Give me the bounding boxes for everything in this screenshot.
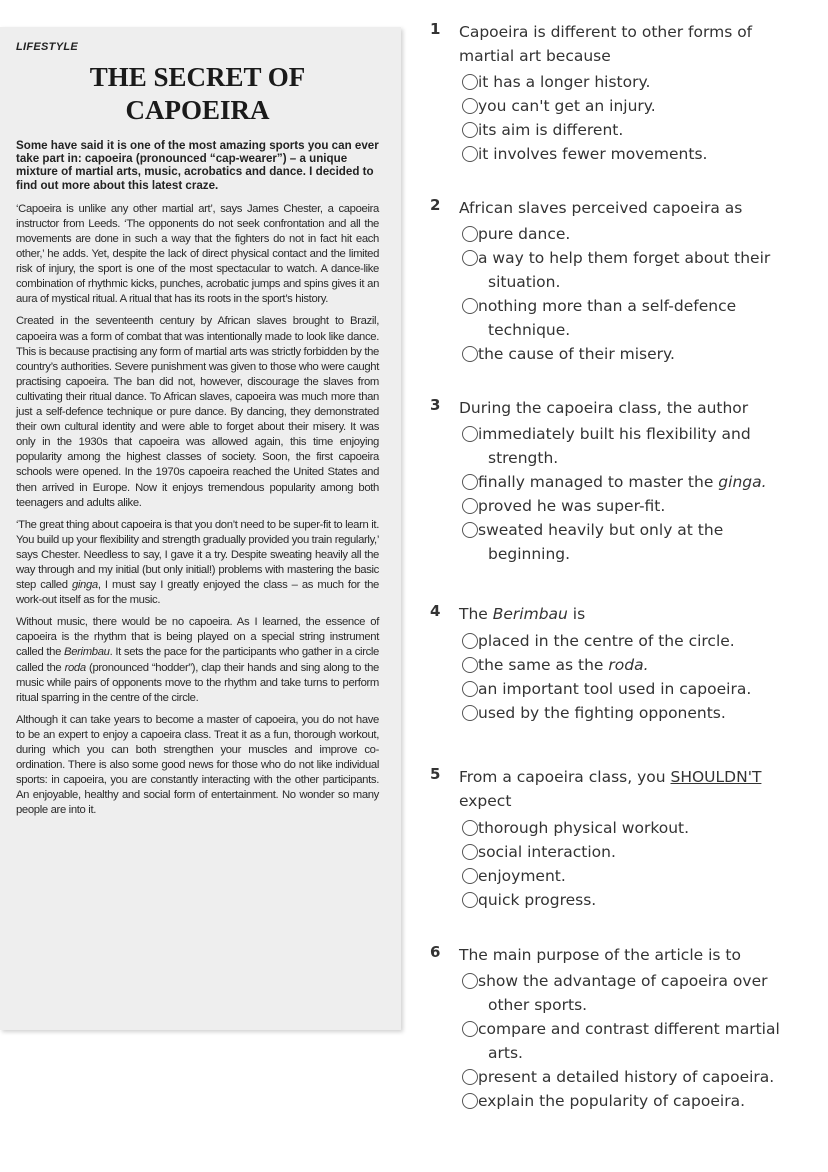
option-label: it has a longer history. <box>478 73 651 91</box>
option-3b[interactable] <box>462 470 792 494</box>
paragraph-3-text-b: , I must say I greatly enjoyed the class – as much for the work-out itself as for the music. <box>16 579 379 607</box>
radio-button[interactable] <box>462 1093 478 1109</box>
question-number: 2 <box>430 196 441 214</box>
radio-button[interactable] <box>462 226 478 242</box>
radio-button[interactable] <box>462 892 478 908</box>
question-number: 4 <box>430 602 441 620</box>
paragraph-4-text-a: Without music, there would be no capoeira. As I learned, the essence of capoeira is the rhythm that is being played on a special string instrument called the <box>16 616 379 659</box>
option-label: its aim is different. <box>478 121 624 139</box>
option-label: enjoyment. <box>478 867 566 885</box>
radio-button[interactable] <box>462 74 478 90</box>
option-label-emphasis: roda. <box>608 656 649 674</box>
option-4b[interactable] <box>462 653 792 677</box>
question-stem <box>459 765 799 813</box>
paragraph-4-text-c: (pronounced “hodder”), clap their hands and sing along to the music while pairs of opponents move to the rhythm and take turns to perform ritual sparring in the centre of the circle. <box>16 661 379 704</box>
option-label: thorough physical workout. <box>478 819 690 837</box>
radio-button[interactable] <box>462 522 478 538</box>
option-label: it involves fewer movements. <box>478 145 708 163</box>
option-label: placed in the centre of the circle. <box>478 632 735 650</box>
option-1b[interactable] <box>462 94 792 118</box>
radio-button[interactable] <box>462 844 478 860</box>
radio-button[interactable] <box>462 1069 478 1085</box>
option-1d[interactable] <box>462 142 792 166</box>
article-paragraph-2: Created in the seventeenth century by African slaves brought to Brazil, capoeira was a form of combat that was intentionally made to look like dance. This is because practising any form of martial arts was strictly forbidden by the country’s authorities. Severe punishment was given to those who were caught practising capoeira. The ban did not, however, discourage the slaves from cultivating their ritual dance. To African slaves, capoeira was much more than just a self-defence technique or pure dance. By dancing, they demonstrated their own cultural identity and were able to forget about their misery. It was only in the 1930s that capoeira was allowed again, this time enjoying popularity among the highest classes of society. Soon, the first capoeira schools were opened. In the 1970s capoeira reached the United States and then arrived in Europe. Now it enjoys tremendous popularity among both teenagers and adults alike. <box>16 315 379 509</box>
option-label: explain the popularity of capoeira. <box>478 1092 745 1110</box>
stem-text-a: The <box>459 605 493 623</box>
option-label: a way to help them forget about their situation. <box>478 249 771 291</box>
option-label <box>462 653 792 677</box>
option-1c[interactable] <box>462 118 792 142</box>
radio-button[interactable] <box>462 298 478 314</box>
title-line-2: CAPOEIRA <box>125 95 270 125</box>
option-label: proved he was super-fit. <box>478 497 666 515</box>
radio-button[interactable] <box>462 681 478 697</box>
option-label: social interaction. <box>478 843 616 861</box>
option-3d[interactable] <box>462 518 792 566</box>
option-6a[interactable] <box>462 969 792 1017</box>
question-stem: African slaves perceived capoeira as <box>459 199 743 217</box>
option-4d[interactable] <box>462 701 792 725</box>
option-label: the cause of their misery. <box>478 345 675 363</box>
paragraph-4-emphasis-2: roda <box>64 661 86 674</box>
option-label-text: the same as the <box>478 656 609 674</box>
option-2c[interactable] <box>462 294 792 342</box>
radio-button[interactable] <box>462 250 478 266</box>
title-line-1: THE SECRET OF <box>89 62 306 92</box>
option-label: an important tool used in capoeira. <box>478 680 752 698</box>
option-label: show the advantage of capoeira over other sports. <box>478 972 768 1014</box>
stem-text-b: is <box>567 605 586 623</box>
option-label: nothing more than a self-defence technique. <box>478 297 737 339</box>
stem-emphasis: Berimbau <box>492 605 568 623</box>
option-5c[interactable] <box>462 864 792 888</box>
option-label: sweated heavily but only at the beginning. <box>478 521 724 563</box>
option-label-emphasis: ginga. <box>718 473 767 491</box>
article-paragraph-4 <box>16 615 379 706</box>
article-paragraph-3 <box>16 518 379 609</box>
paragraph-4-text-b: . It sets the pace for the participants who gather in a circle called the <box>16 646 379 674</box>
radio-button[interactable] <box>462 122 478 138</box>
radio-button[interactable] <box>462 498 478 514</box>
option-2b[interactable] <box>462 246 792 294</box>
radio-button[interactable] <box>462 474 478 490</box>
option-4c[interactable] <box>462 677 792 701</box>
option-2d[interactable] <box>462 342 792 366</box>
question-number: 6 <box>430 943 441 961</box>
stem-underlined: SHOULDN'T <box>670 768 762 786</box>
question-stem: The main purpose of the article is to <box>459 946 741 964</box>
option-5b[interactable] <box>462 840 792 864</box>
radio-button[interactable] <box>462 1021 478 1037</box>
question-stem: During the capoeira class, the author <box>459 399 749 417</box>
option-6d[interactable] <box>462 1089 792 1113</box>
section-label: LIFESTYLE <box>16 41 78 53</box>
option-6b[interactable] <box>462 1017 792 1065</box>
stem-text-a: From a capoeira class, you <box>459 768 671 786</box>
question-number: 5 <box>430 765 441 783</box>
option-5d[interactable] <box>462 888 792 912</box>
option-3a[interactable] <box>462 422 792 470</box>
option-label: immediately built his flexibility and strength. <box>478 425 751 467</box>
article-title <box>16 61 379 127</box>
option-2a[interactable] <box>462 222 792 246</box>
radio-button[interactable] <box>462 346 478 362</box>
radio-button[interactable] <box>462 98 478 114</box>
option-6c[interactable] <box>462 1065 792 1089</box>
option-label: used by the fighting opponents. <box>478 704 726 722</box>
article-paragraph-1: ‘Capoeira is unlike any other martial art’, says James Chester, a capoeira instructor from Leeds. ‘The opponents do not seek confrontation and all the movements are done in such a way that the fighters do not in fact hit each other,’ he adds. Yet, despite the lack of direct physical contact and the limited risk of injury, the sport is one of the most spectacular to watch. A dance-like combination of rhythmic kicks, punches, acrobatic jumps and spins gives it an aura of mystical ritual. A ritual that has its roots in the sport’s history. <box>16 202 379 306</box>
radio-button[interactable] <box>462 633 478 649</box>
option-label: present a detailed history of capoeira. <box>478 1068 775 1086</box>
article-intro: Some have said it is one of the most amazing sports you can ever take part in: capoeira (pronounced “cap-wearer”) – a unique mixture of martial arts, music, acrobatics and dance. I decided to find out more about this latest craze. <box>16 139 379 192</box>
radio-button[interactable] <box>462 868 478 884</box>
option-5a[interactable] <box>462 816 792 840</box>
option-3c[interactable] <box>462 494 792 518</box>
option-label: quick progress. <box>478 891 597 909</box>
question-number: 3 <box>430 396 441 414</box>
option-4a[interactable] <box>462 629 792 653</box>
radio-button[interactable] <box>462 820 478 836</box>
radio-button[interactable] <box>462 146 478 162</box>
article-paragraph-5: Although it can take years to become a master of capoeira, you do not have to be an expert to enjoy a capoeira class. Treat it as a fun, thorough workout, during which you can both strengthen your muscles and improve co-ordination. There is also some good news for those who do not like individual sports: in capoeira, you are constantly interacting with the other participants. An enjoyable, healthy and social form of entertainment. No wonder so many people are into it. <box>16 713 379 817</box>
radio-button[interactable] <box>462 657 478 673</box>
option-label: you can't get an injury. <box>478 97 656 115</box>
radio-button[interactable] <box>462 973 478 989</box>
question-stem <box>459 602 799 626</box>
option-label: compare and contrast different martial arts. <box>478 1020 780 1062</box>
question-number: 1 <box>430 20 441 38</box>
paragraph-3-text-a: ‘The great thing about capoeira is that you don’t need to be super-fit to learn it. You build up your flexibility and strength gradually provided you train regularly,’ says Chester. Needless to say, I gave it a try. Despite sweating heavily all the way through and my initial (but only initial!) problems with mastering the basic step called <box>16 518 379 592</box>
article-panel <box>0 27 401 1030</box>
radio-button[interactable] <box>462 705 478 721</box>
paragraph-4-emphasis-1: Berimbau <box>64 646 110 659</box>
paragraph-3-emphasis: ginga <box>71 579 98 592</box>
option-label <box>462 470 792 494</box>
option-label-text: finally managed to master the <box>478 473 719 491</box>
option-label: pure dance. <box>478 225 571 243</box>
option-1a[interactable] <box>462 70 792 94</box>
radio-button[interactable] <box>462 426 478 442</box>
stem-text-b: expect <box>459 792 512 810</box>
question-stem: Capoeira is different to other forms of martial art because <box>459 23 753 65</box>
